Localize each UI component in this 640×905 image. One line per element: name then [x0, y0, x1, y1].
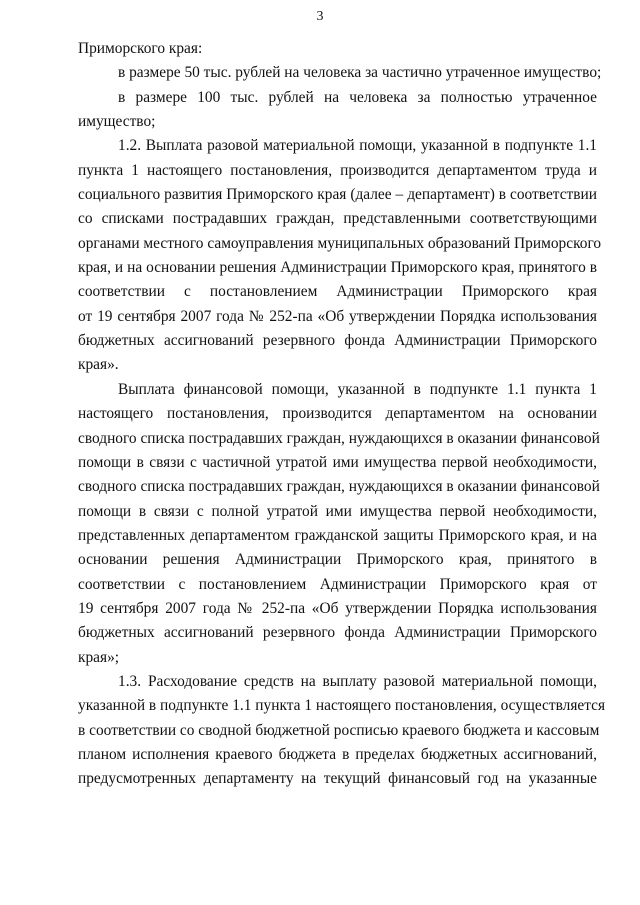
page-number: 3: [316, 9, 324, 24]
text-line: Приморского края:: [78, 40, 203, 57]
text-line: со списками пострадавших граждан, представленными соответствующими: [78, 210, 597, 228]
text-line: пункта 1 настоящего постановления, производится департаментом труда и: [78, 161, 597, 179]
text-line: 1.3. Расходование средств на выплату разовой материальной помощи,: [118, 672, 597, 690]
text-line: органами местного самоуправления муниципальных образований Приморского: [78, 234, 602, 252]
text-line: в соответствии со сводной бюджетной росписью краевого бюджета и кассовым: [78, 721, 600, 739]
text-line: планом исполнения краевого бюджета в пределах бюджетных ассигнований,: [78, 745, 597, 763]
text-line: Выплата финансовой помощи, указанной в подпункте 1.1 пункта 1: [118, 380, 597, 398]
text-line: помощи в связи с полной утратой ими имущества первой необходимости,: [78, 502, 597, 520]
text-line: сводного списка пострадавших граждан, нуждающихся в оказании финансовой: [78, 478, 600, 496]
text-line: в размере 50 тыс. рублей на человека за частично утраченное имущество;: [118, 64, 602, 82]
text-line: сводного списка пострадавших граждан, нуждающихся в оказании финансовой: [78, 429, 600, 447]
text-line: представленных департаментом гражданской защиты Приморского края, и на: [78, 526, 597, 544]
text-line: края»;: [78, 648, 120, 666]
text-line: предусмотренных департаменту на текущий финансовый год на указанные: [78, 770, 597, 788]
text-line: настоящего постановления, производится департаментом на основании: [78, 405, 597, 423]
text-line: от 19 сентября 2007 года № 252-па «Об утверждении Порядка использования: [78, 307, 597, 325]
text-line: имущество;: [78, 113, 156, 131]
text-line: 19 сентября 2007 года № 252-па «Об утверждении Порядка использования: [78, 599, 597, 617]
text-line: помощи в связи с частичной утратой ими имущества первой необходимости,: [78, 453, 597, 471]
text-line: бюджетных ассигнований резервного фонда Администрации Приморского: [78, 332, 597, 350]
document-body: [78, 37, 606, 792]
text-line: социального развития Приморского края (далее – департамент) в соответствии: [78, 186, 597, 204]
text-line: соответствии с постановлением Администрации Приморского края: [78, 283, 597, 301]
text-line: 1.2. Выплата разовой материальной помощи, указанной в подпункте 1.1: [118, 137, 597, 155]
text-line: в размере 100 тыс. рублей на человека за полностью утраченное: [118, 88, 597, 106]
text-line: основании решения Администрации Приморского края, принятого в: [78, 551, 597, 569]
text-line: бюджетных ассигнований резервного фонда Администрации Приморского: [78, 624, 597, 642]
text-line: края».: [78, 356, 119, 374]
text-line: края, и на основании решения Администрации Приморского края, принятого в: [78, 259, 597, 277]
text-line: указанной в подпункте 1.1 пункта 1 настоящего постановления, осуществляется: [78, 697, 606, 715]
text-line: соответствии с постановлением Администрации Приморского края от: [78, 575, 597, 593]
